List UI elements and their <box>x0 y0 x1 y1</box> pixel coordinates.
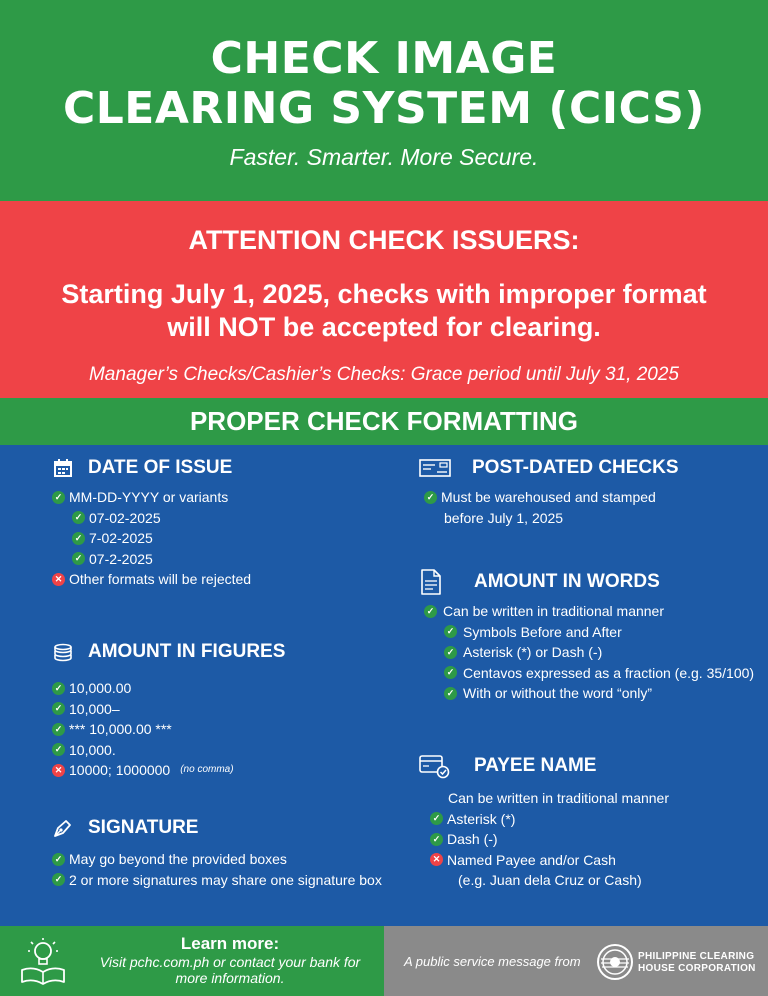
list-item <box>430 809 669 830</box>
attention-message-line-1: Starting July 1, 2025, checks with improper format <box>61 279 707 309</box>
list-item <box>52 849 382 870</box>
item-text: With or without the word “only” <box>463 685 653 701</box>
corporation-name-line-1: PHILIPPINE CLEARING <box>638 951 755 962</box>
item-text: Can be written in traditional manner <box>448 790 670 806</box>
item-text: Must be warehoused and stamped <box>441 489 656 505</box>
section-title: AMOUNT IN FIGURES <box>88 641 286 662</box>
item-text: 10,000.00 <box>69 680 132 696</box>
list-item <box>430 850 669 871</box>
cross-icon: ✕ <box>52 573 65 586</box>
item-text: Asterisk (*) <box>447 810 516 827</box>
item-text: 10,000. <box>69 741 116 758</box>
section-title: POST-DATED CHECKS <box>472 457 679 478</box>
check-icon: ✓ <box>52 873 65 886</box>
list-item <box>424 622 754 643</box>
check-icon: ✓ <box>444 687 457 700</box>
check-document-icon <box>418 457 452 479</box>
item-text: Dash (-) <box>447 831 498 847</box>
item-text: Other formats will be rejected <box>69 571 252 587</box>
item-text: Named Payee and/or Cash <box>447 851 616 868</box>
tagline: Faster. Smarter. More Secure. <box>229 144 539 170</box>
item-text: Can be written in traditional manner <box>443 603 665 619</box>
check-icon: ✓ <box>52 853 65 866</box>
list-item <box>52 760 285 781</box>
list-item <box>424 642 754 663</box>
coins-icon <box>52 641 74 663</box>
check-icon: ✓ <box>444 646 457 659</box>
section-head <box>52 637 285 667</box>
list-item <box>424 663 754 684</box>
message-emphasis: NOT <box>218 312 276 342</box>
amount-in-words-section <box>418 567 754 704</box>
item-text: 07-02-2025 <box>89 509 161 526</box>
item-text: 10,000– <box>69 700 120 717</box>
formatting-rules <box>0 445 768 926</box>
check-icon: ✓ <box>430 833 443 846</box>
check-icon: ✓ <box>424 491 437 504</box>
calendar-icon <box>52 457 74 479</box>
psm-footer <box>384 926 768 996</box>
list-item <box>52 870 382 891</box>
section-title: PAYEE NAME <box>474 755 597 776</box>
section-head <box>52 453 251 483</box>
pchc-logo-icon <box>596 943 634 986</box>
title-line-2: CLEARING SYSTEM (CICS) <box>62 83 706 134</box>
attention-heading: ATTENTION CHECK ISSUERS: <box>188 225 580 255</box>
document-icon <box>418 567 444 597</box>
item-text: MM-DD-YYYY or variants <box>69 489 229 505</box>
no-comma-note: (no comma) <box>180 764 234 775</box>
check-icon: ✓ <box>72 511 85 524</box>
cross-icon: ✕ <box>430 853 443 866</box>
check-icon: ✓ <box>430 812 443 825</box>
check-icon: ✓ <box>72 552 85 565</box>
check-icon: ✓ <box>52 682 65 695</box>
section-head <box>52 813 382 843</box>
check-icon: ✓ <box>424 605 437 618</box>
check-icon: ✓ <box>52 491 65 504</box>
lightbulb-book-icon <box>18 936 68 991</box>
item-text: Centavos expressed as a fraction (e.g. 35/100) <box>463 664 755 681</box>
list-item <box>52 699 285 720</box>
corporation-name <box>638 951 756 975</box>
attention-banner <box>0 201 768 398</box>
cross-icon: ✕ <box>52 764 65 777</box>
psm-text: A public service message from <box>404 954 581 969</box>
list-item <box>52 528 251 549</box>
item-text: Symbols Before and After <box>463 623 622 640</box>
payee-name-section <box>418 751 669 891</box>
signature-section <box>52 813 382 890</box>
pen-icon <box>52 817 74 839</box>
section-head <box>418 567 754 597</box>
post-dated-checks-section <box>418 453 679 528</box>
check-icon: ✓ <box>72 532 85 545</box>
list-item <box>52 719 285 740</box>
list-item <box>424 683 754 704</box>
check-icon: ✓ <box>444 666 457 679</box>
message-part: be accepted for clearing. <box>275 312 601 342</box>
section-head <box>418 751 669 781</box>
item-text: May go beyond the provided boxes <box>69 851 287 867</box>
item-text: Asterisk (*) or Dash (-) <box>463 644 603 660</box>
learn-more-line-2: more information. <box>175 970 285 986</box>
section-head <box>418 453 679 483</box>
attention-message-line-2 <box>0 311 768 344</box>
section-title: DATE OF ISSUE <box>88 457 233 478</box>
grace-period-note: Manager’s Checks/Cashier’s Checks: Grace period until July 31, 2025 <box>88 364 679 385</box>
item-text: 10000; 1000000 <box>69 762 171 778</box>
list-item <box>424 487 679 508</box>
list-item <box>52 740 285 761</box>
check-icon: ✓ <box>444 625 457 638</box>
list-item <box>52 508 251 529</box>
payee-card-icon <box>418 752 452 780</box>
learn-more-line-1: Visit pchc.com.ph or contact your bank for <box>99 954 361 970</box>
learn-more-footer <box>0 926 384 996</box>
corporation-name-line-2: HOUSE CORPORATION <box>638 963 756 974</box>
list-item <box>424 601 754 622</box>
item-continuation: (e.g. Juan dela Cruz or Cash) <box>458 872 642 888</box>
learn-more-heading: Learn more: <box>180 934 280 953</box>
item-text: *** 10,000.00 *** <box>69 721 172 737</box>
title-line-1: CHECK IMAGE <box>210 33 558 84</box>
item-text: 2 or more signatures may share one signature box <box>69 871 382 888</box>
attention-message <box>0 278 768 344</box>
list-item <box>52 549 251 570</box>
section-title: AMOUNT IN WORDS <box>474 571 660 592</box>
header <box>0 0 768 201</box>
amount-in-figures-section <box>52 637 285 781</box>
check-icon: ✓ <box>52 702 65 715</box>
list-item <box>430 829 669 850</box>
check-icon: ✓ <box>52 723 65 736</box>
date-of-issue-section <box>52 453 251 590</box>
list-item <box>52 678 285 699</box>
message-part: will <box>167 312 219 342</box>
section-title: SIGNATURE <box>88 817 199 838</box>
item-text: 07-2-2025 <box>89 550 153 567</box>
check-icon: ✓ <box>52 743 65 756</box>
learn-more-text <box>80 934 380 986</box>
item-continuation: before July 1, 2025 <box>444 509 564 526</box>
list-item <box>52 487 251 508</box>
list-item <box>52 569 251 590</box>
item-text: 7-02-2025 <box>89 530 153 546</box>
proper-formatting-heading: PROPER CHECK FORMATTING <box>0 398 768 445</box>
